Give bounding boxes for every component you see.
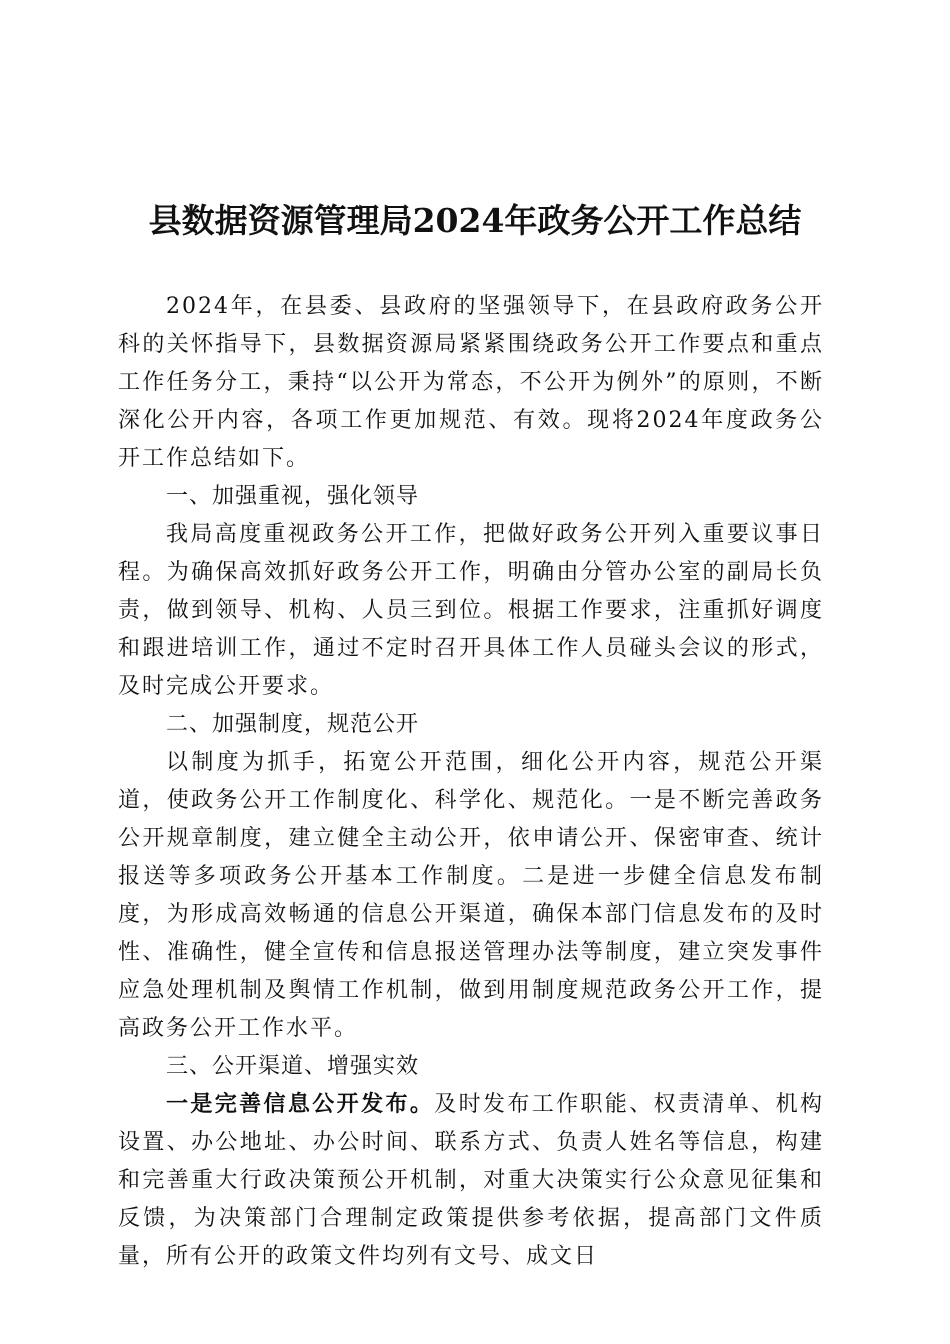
- section-paragraph-1: 我局高度重视政务公开工作，把做好政务公开列入重要议事日程。为确保高效抓好政务公开工作，明确由分管办公室的副局长负责，做到领导、机构、人员三到位。根据工作要求，注重抓好调度和跟进培训工作，通过不定时召开具体工作人员碰头会议的形式，及时完成公开要求。: [118, 522, 824, 699]
- intro-paragraph: 2024年，在县委、县政府的坚强领导下，在县政府政务公开科的关怀指导下，县数据资源局紧紧围绕政务公开工作要点和重点工作任务分工，秉持“以公开为常态，不公开为例外”的原则，不断深化公开内容，各项工作更加规范、有效。现将2024年度政务公开工作总结如下。: [118, 294, 824, 471]
- section-paragraph-2: 以制度为抓手，拓宽公开范围，细化公开内容，规范公开渠道，使政务公开工作制度化、科学化、规范化。一是不断完善政务公开规章制度，建立健全主动公开，依申请公开、保密审查、统计报送等多项政务公开基本工作制度。二是进一步健全信息发布制度，为形成高效畅通的信息公开渠道，确保本部门信息发布的及时性、准确性，健全宣传和信息报送管理办法等制度，建立突发事件应急处理机制及舆情工作机制，做到用制度规范政务公开工作，提高政务公开工作水平。: [118, 750, 824, 1041]
- section-paragraph-3: [118, 1086, 824, 1276]
- section-heading-3: 三、公开渠道、增强实效: [166, 1054, 420, 1079]
- section-heading-2: 二、加强制度，规范公开: [166, 712, 420, 737]
- document-title: 县数据资源管理局2024年政务公开工作总结: [148, 201, 802, 240]
- section-heading-1: 一、加强重视，强化领导: [166, 484, 420, 509]
- section-paragraph-3-text: 及时发布工作职能、权责清单、机构设置、办公地址、办公时间、联系方式、负责人姓名等信息，构建和完善重大行政决策预公开机制，对重大决策实行公众意见征集和反馈，为决策部门合理制定政策提供参考依据，提高部门文件质量，所有公开的政策文件均列有文号、成文日: [118, 1092, 824, 1269]
- section-lead-3: 一是完善信息公开发布。: [166, 1092, 435, 1117]
- document-body: [118, 288, 824, 1276]
